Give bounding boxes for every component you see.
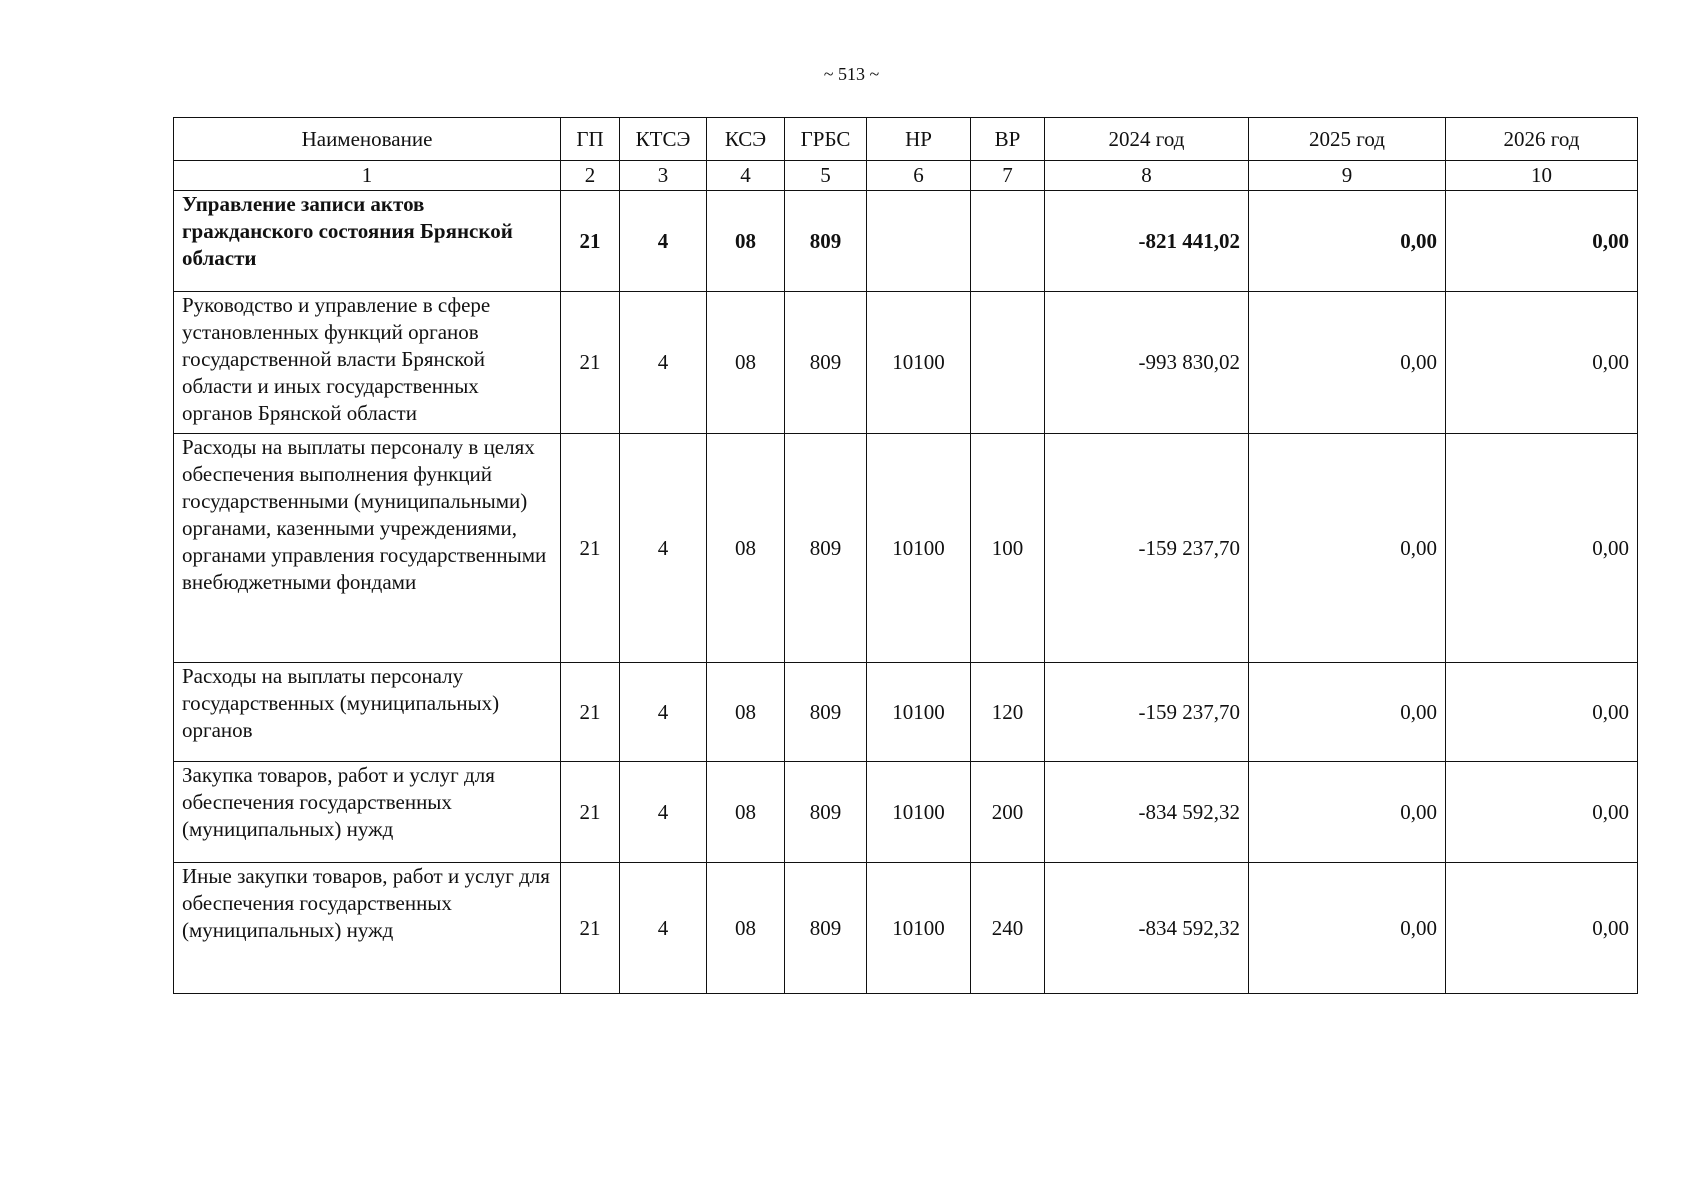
cell-vr [971, 292, 1045, 434]
cell-nr: 10100 [867, 292, 971, 434]
header-gp: ГП [561, 118, 620, 161]
header-grbs: ГРБС [785, 118, 867, 161]
cell-2024: -834 592,32 [1045, 863, 1249, 994]
cell-vr: 240 [971, 863, 1045, 994]
cell-2026: 0,00 [1446, 762, 1638, 863]
header-ktse: КТСЭ [620, 118, 707, 161]
cell-kse: 08 [707, 292, 785, 434]
column-number: 9 [1249, 161, 1446, 191]
cell-vr: 200 [971, 762, 1045, 863]
row-name: Расходы на выплаты персоналу государственных (муниципальных) органов [174, 663, 561, 762]
cell-2024: -821 441,02 [1045, 191, 1249, 292]
table-row [174, 663, 1638, 762]
cell-2026: 0,00 [1446, 863, 1638, 994]
cell-gp: 21 [561, 434, 620, 663]
header-kse: КСЭ [707, 118, 785, 161]
page-number: ~ 513 ~ [823, 64, 880, 84]
table-row [174, 762, 1638, 863]
cell-grbs: 809 [785, 863, 867, 994]
row-name: Иные закупки товаров, работ и услуг для обеспечения государственных (муниципальных) нужд [174, 863, 561, 994]
column-number: 1 [174, 161, 561, 191]
cell-grbs: 809 [785, 434, 867, 663]
column-number: 10 [1446, 161, 1638, 191]
cell-vr [971, 191, 1045, 292]
row-name: Расходы на выплаты персоналу в целях обеспечения выполнения функций государственными (муниципальными) органами, казенными учреждениями, органами управления государственными внебюджетными фондами [174, 434, 561, 663]
column-number: 4 [707, 161, 785, 191]
cell-2026: 0,00 [1446, 663, 1638, 762]
column-number: 5 [785, 161, 867, 191]
cell-nr: 10100 [867, 663, 971, 762]
cell-nr [867, 191, 971, 292]
cell-kse: 08 [707, 863, 785, 994]
column-number: 7 [971, 161, 1045, 191]
budget-table [173, 117, 1638, 994]
row-name: Закупка товаров, работ и услуг для обеспечения государственных (муниципальных) нужд [174, 762, 561, 863]
cell-kse: 08 [707, 434, 785, 663]
cell-2024: -993 830,02 [1045, 292, 1249, 434]
table-row [174, 292, 1638, 434]
cell-2025: 0,00 [1249, 191, 1446, 292]
cell-vr: 120 [971, 663, 1045, 762]
table-row [174, 863, 1638, 994]
cell-grbs: 809 [785, 191, 867, 292]
column-number: 8 [1045, 161, 1249, 191]
cell-2026: 0,00 [1446, 191, 1638, 292]
header-2025: 2025 год [1249, 118, 1446, 161]
cell-ktse: 4 [620, 434, 707, 663]
header-name: Наименование [174, 118, 561, 161]
cell-kse: 08 [707, 191, 785, 292]
header-nr: НР [867, 118, 971, 161]
cell-ktse: 4 [620, 292, 707, 434]
cell-2025: 0,00 [1249, 863, 1446, 994]
cell-nr: 10100 [867, 863, 971, 994]
cell-ktse: 4 [620, 191, 707, 292]
cell-gp: 21 [561, 292, 620, 434]
header-2026: 2026 год [1446, 118, 1638, 161]
cell-2025: 0,00 [1249, 663, 1446, 762]
cell-2025: 0,00 [1249, 762, 1446, 863]
header-vr: ВР [971, 118, 1045, 161]
cell-2024: -159 237,70 [1045, 663, 1249, 762]
table-row [174, 434, 1638, 663]
column-number: 3 [620, 161, 707, 191]
cell-ktse: 4 [620, 863, 707, 994]
cell-grbs: 809 [785, 663, 867, 762]
cell-kse: 08 [707, 663, 785, 762]
cell-2026: 0,00 [1446, 434, 1638, 663]
cell-2024: -834 592,32 [1045, 762, 1249, 863]
cell-nr: 10100 [867, 762, 971, 863]
cell-gp: 21 [561, 663, 620, 762]
header-2024: 2024 год [1045, 118, 1249, 161]
cell-2025: 0,00 [1249, 292, 1446, 434]
cell-2025: 0,00 [1249, 434, 1446, 663]
cell-nr: 10100 [867, 434, 971, 663]
cell-gp: 21 [561, 191, 620, 292]
cell-vr: 100 [971, 434, 1045, 663]
cell-2024: -159 237,70 [1045, 434, 1249, 663]
cell-ktse: 4 [620, 663, 707, 762]
cell-gp: 21 [561, 863, 620, 994]
row-name: Управление записи актов гражданского состояния Брянской области [174, 191, 561, 292]
cell-kse: 08 [707, 762, 785, 863]
column-number: 2 [561, 161, 620, 191]
table-row [174, 191, 1638, 292]
row-name: Руководство и управление в сфере установленных функций органов государственной власти Брянской области и иных государственных органов Брянской области [174, 292, 561, 434]
cell-gp: 21 [561, 762, 620, 863]
cell-grbs: 809 [785, 292, 867, 434]
cell-2026: 0,00 [1446, 292, 1638, 434]
column-number: 6 [867, 161, 971, 191]
cell-grbs: 809 [785, 762, 867, 863]
header-row [174, 118, 1638, 161]
column-number-row [174, 161, 1638, 191]
cell-ktse: 4 [620, 762, 707, 863]
